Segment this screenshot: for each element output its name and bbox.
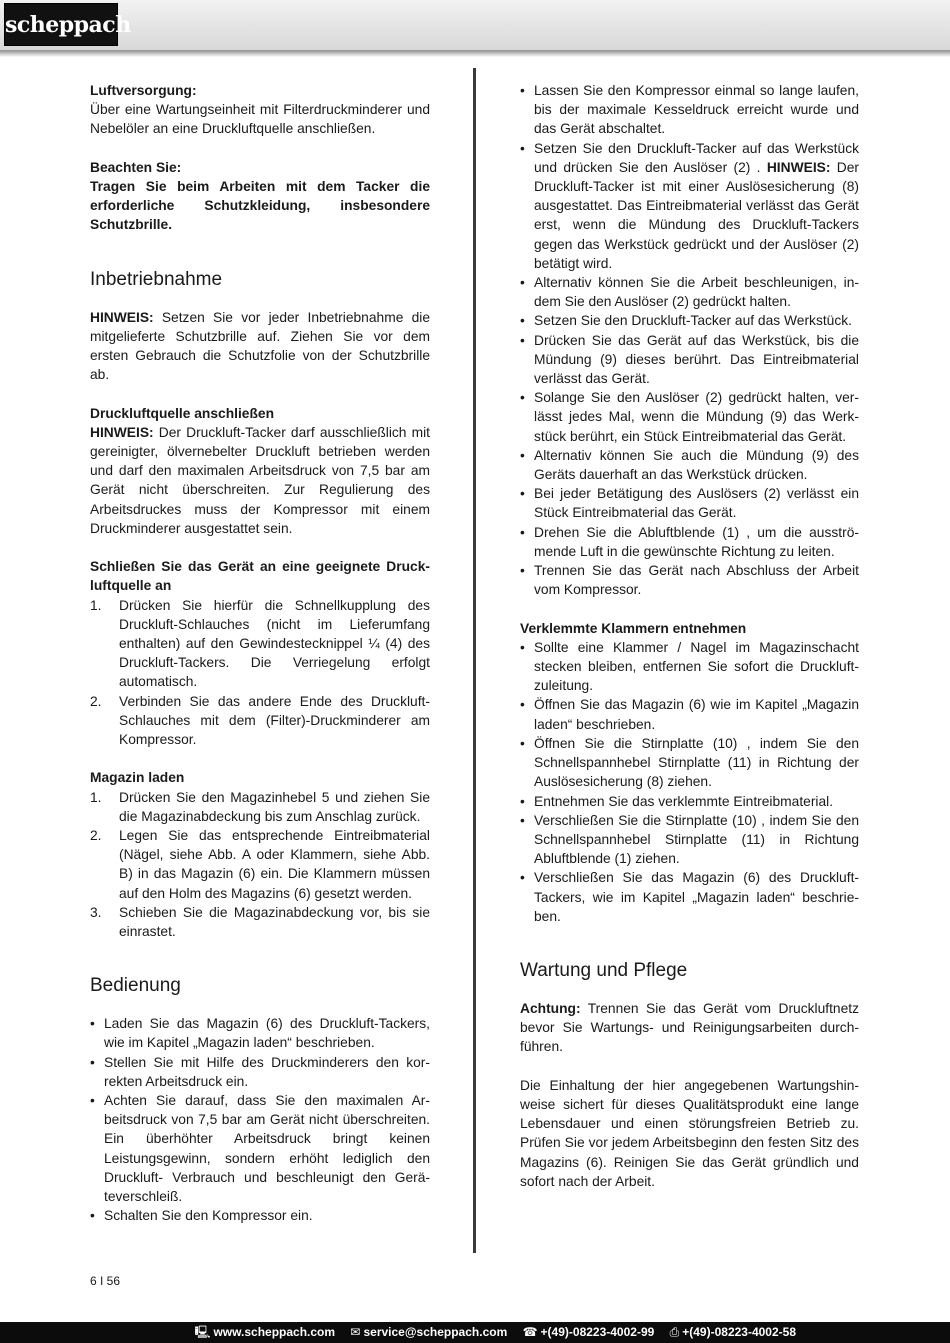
list-item: • Trennen Sie das Gerät nach Abschluss der Arbeit vom Kompressor.: [520, 561, 859, 599]
inbetriebnahme-text: HINWEIS: Setzen Sie vor jeder Inbetriebnahme die mitgelieferte Schutzbrille auf. Ziehen Sie vor dem ersten Gebrauch die Schutzfolie von der Schutzbrille ab.: [90, 309, 430, 383]
list-item: • Drehen Sie die Abluftblende (1) , um die ausströmende Luft in die gewünschte Richtung zu leiten.: [520, 523, 859, 561]
inbetriebnahme-heading: Inbetriebnahme: [90, 268, 223, 290]
magazin-list: [90, 788, 430, 942]
list-item: • Verschließen Sie das Magazin (6) des Druckluft-Tackers, wie im Kapitel „Magazin laden“ beschrieben.: [520, 868, 859, 926]
left-column: [90, 81, 430, 1226]
beachten-title: Beachten Sie:: [90, 159, 182, 175]
logo-text: scheppach: [5, 12, 131, 38]
scheppach-logo: [4, 3, 131, 46]
magazin-title: Magazin laden: [90, 770, 185, 786]
hinweis-label: HINWEIS:: [90, 424, 154, 440]
luftversorgung-text: Über eine Wartungseinheit mit Filterdruckminderer und Nebelöler an eine Druckluftquelle anschließen.: [90, 102, 430, 137]
phone-icon: ☎: [522, 1325, 538, 1339]
druckluft-title: Druckluftquelle anschließen: [90, 405, 275, 421]
list-item: 1. Drücken Sie den Magazinhebel 5 und ziehen Sie die Magazinabdeckung bis zum Anschlag zurück.: [90, 789, 430, 824]
list-item: • Lassen Sie den Kompressor einmal so lange laufen, bis der maximale Kesseldruck erreicht wurde und das Gerät abschaltet.: [520, 81, 859, 139]
hinweis-label: HINWEIS:: [90, 309, 154, 325]
list-item: • Stellen Sie mit Hilfe des Druckminderers den korrekten Arbeitsdruck ein.: [90, 1053, 430, 1091]
list-item: • Alternativ können Sie auch die Mündung (9) des Geräts dauerhaft an das Werkstück drücken.: [520, 446, 859, 484]
page-header: [0, 0, 950, 51]
beachten-text: Tragen Sie beim Arbeiten mit dem Tacker die erforderliche Schutzkleidung, insbesondere Schutzbrille.: [90, 179, 430, 233]
header-shadow: [0, 51, 950, 57]
list-item: • Setzen Sie den Druckluft-Tacker auf das Werkstück.: [520, 311, 859, 330]
list-item: • Bei jeder Betätigung des Auslösers (2) verlässt ein Stück Eintreibmaterial das Gerät.: [520, 484, 859, 522]
schliessen-title: Schließen Sie das Gerät an eine geeignete Druckluftquelle an: [90, 559, 430, 594]
right-column: [520, 81, 859, 1191]
verklemmt-list: [520, 638, 859, 926]
footer-email-link[interactable]: service@scheppach.com: [363, 1325, 508, 1339]
schliessen-list: [90, 596, 430, 750]
list-item: • Öffnen Sie die Stirnplatte (10) , indem Sie den Schnellspannhebel Stirnplatte (11) in Richtung der Auslösesicherung (8) ziehen.: [520, 734, 859, 792]
bedienung-list: [90, 1014, 430, 1225]
druckluft-text: HINWEIS: Der Druckluft-Tacker darf ausschließlich mit gereinigter, ölvernebelter Druckluft betrieben werden und darf den maximalen Arbeitsdruck von 7,5 bar am Gerät nicht überschreiten. Zur Regulierung des Arbeitsdruckes muss der Kompressor mit einem Druckminderer ausgestattet sein.: [90, 424, 430, 536]
list-item: 3. Schieben Sie die Magazinabdeckung vor, bis sie einrastet.: [90, 904, 430, 940]
list-item: • Solange Sie den Auslöser (2) gedrückt halten, verlässt jedes Mal, wenn die Mündung (9) das Werkstück berührt, ein Stück Eintreibmaterial das Gerät.: [520, 388, 859, 446]
wartung-heading: Wartung und Pflege: [520, 959, 688, 981]
achtung-label: Achtung:: [520, 1000, 581, 1016]
column-divider: [473, 68, 476, 1253]
list-item: • Entnehmen Sie das verklemmte Eintreibmaterial.: [520, 792, 859, 811]
computer-icon: 🖳: [194, 1325, 211, 1339]
list-item: • Achten Sie darauf, dass Sie den maximalen Arbeitsdruck von 7,5 bar am Gerät nicht überschreiten. Ein überhöhter Arbeitsdruck bringt keinen Leistungsgewinn, sondern erhöht lediglich den Druckluft- Verbrauch und beschleunigt den Geräteverschleiß.: [90, 1091, 430, 1206]
footer-website-link[interactable]: www.scheppach.com: [213, 1325, 336, 1339]
list-item: • Öffnen Sie das Magazin (6) wie im Kapitel „Magazin laden“ beschrieben.: [520, 695, 859, 733]
list-item: 2. Legen Sie das entsprechende Eintreibmaterial (Nägel, siehe Abb. A oder Klammern, siehe Abb. B) in das Magazin (6) ein. Die Klammern müssen auf den Holm des Magazins (6) gesetzt werden.: [90, 828, 430, 901]
list-item: 2. Verbinden Sie das andere Ende des DruckluftSchlauches mit dem (Filter)-Druckminderer am Kompressor.: [90, 693, 430, 748]
list-item: • Alternativ können Sie die Arbeit beschleunigen, indem Sie den Auslöser (2) gedrückt halten.: [520, 273, 859, 311]
achtung-text: Achtung: Trennen Sie das Gerät vom Druckluftnetz bevor Sie Wartungs- und Reinigungsarbeiten durchführen.: [520, 1000, 859, 1055]
list-item: • Drücken Sie das Gerät auf das Werkstück, bis die Mündung (9) dieses berührt. Das Eintreibmaterial verlässt das Gerät.: [520, 331, 859, 389]
verklemmt-title: Verklemmte Klammern entnehmen: [520, 620, 747, 636]
wartung-text: Die Einhaltung der hier angegebenen Wartungshinweise sichert für dieses Qualitätsprodukt eine lange Lebensdauer und einen störungsfreien Betrieb zu. Prüfen Sie vor jedem Arbeitsbeginn den festen Sitz des Magazins (6). Reinigen Sie das Gerät gründlich und sofort nach der Arbeit.: [520, 1077, 859, 1189]
footer-phone: +(49)-08223-4002-99: [540, 1325, 655, 1339]
footer-fax: +(49)-08223-4002-58: [682, 1325, 796, 1339]
bedienung-heading: Bedienung: [90, 975, 181, 997]
fax-icon: ⎙: [669, 1325, 680, 1339]
list-item: • Verschließen Sie die Stirnplatte (10) , indem Sie den Schnellspannhebel Stirnplatte (11) in Richtung Abluftblende (1) ziehen.: [520, 811, 859, 869]
list-item: • Setzen Sie den Druckluft-Tacker auf das Werkstück und drücken Sie den Auslöser (2) . HINWEIS: Der Druckluft-Tacker ist mit einer Auslösesicherung (8) ausgestattet. Das Eintreibmaterial verlässt das Gerät erst, wenn die Mündung des Druckluft-Tackers gegen das Werkstück gedrückt und der Auslöser (2) betätigt wird.: [520, 139, 859, 273]
operation-list: [520, 81, 859, 599]
list-item: • Sollte eine Klammer / Nagel im Magazinschacht stecken bleiben, entfernen Sie sofort die Druckluftzuleitung.: [520, 638, 859, 696]
page-footer: [0, 1322, 950, 1343]
list-item: • Laden Sie das Magazin (6) des Druckluft-Tackers, wie im Kapitel „Magazin laden“ beschrieben.: [90, 1014, 430, 1052]
list-item: 1. Drücken Sie hierfür die Schnellkupplung des Druckluft-Schlauches (nicht im Lieferumfang enthalten) auf den Gewindestecknippel ¼ (4) des Druckluft-Tackers. Die Verriegelung erfolgt automatisch.: [90, 597, 430, 690]
page-number: 6 I 56: [90, 1274, 121, 1288]
mail-icon: ✉: [350, 1325, 361, 1339]
luftversorgung-title: Luftversorgung:: [90, 83, 197, 98]
list-item: • Schalten Sie den Kompressor ein.: [90, 1206, 430, 1225]
